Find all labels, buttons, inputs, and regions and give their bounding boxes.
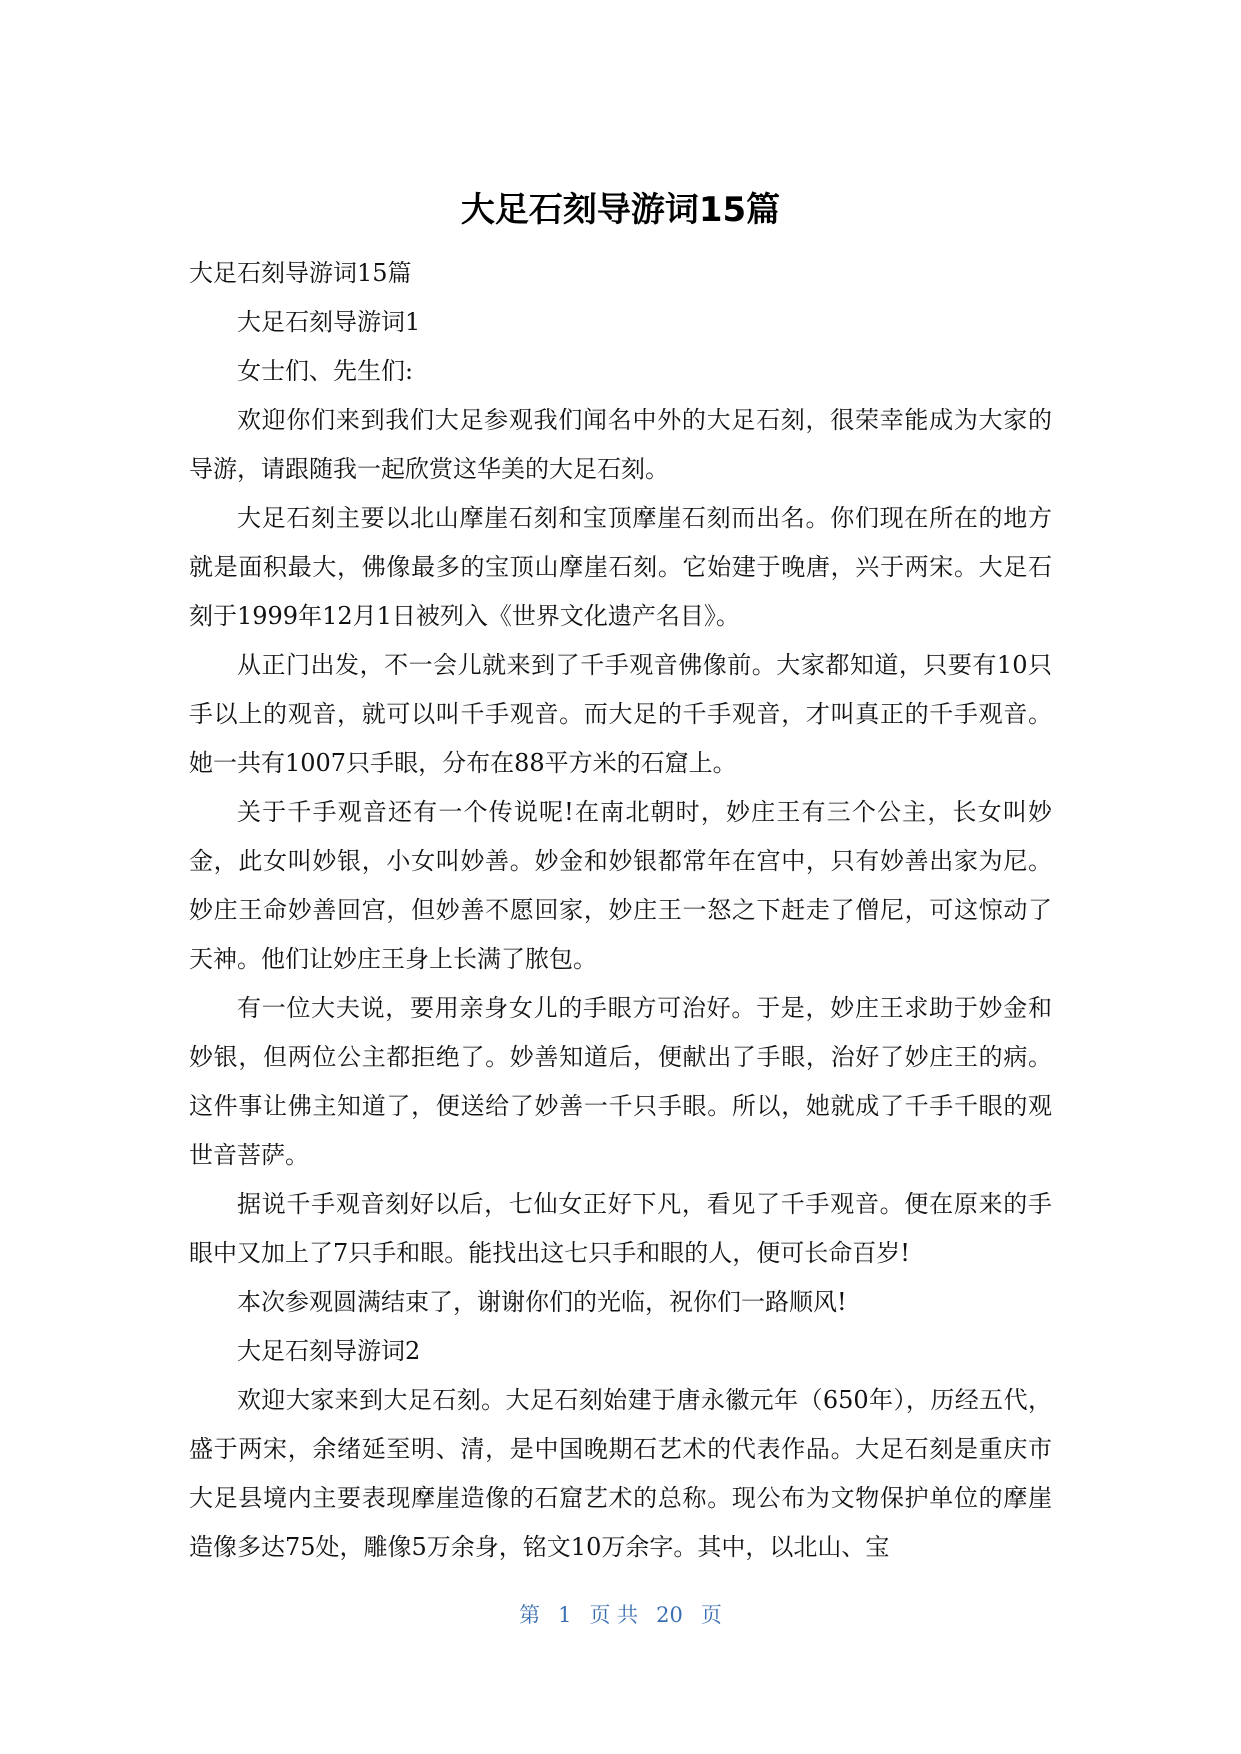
document-title: 大足石刻导游词15篇 (460, 190, 781, 230)
body-paragraph: 欢迎大家来到大足石刻。大足石刻始建于唐永徽元年（650年），历经五代，盛于两宋，余绪延至明、清，是中国晚期石艺术的代表作品。大足石刻是重庆市大足县境内主要表现摩崖造像的石窟艺术的总称。现公布为文物保护单位的摩崖造像多达75处，雕像5万余身，铭文10万余字。其中，以北山、宝 (189, 1386, 1052, 1561)
body-paragraph: 欢迎你们来到我们大足参观我们闻名中外的大足石刻，很荣幸能成为大家的导游，请跟随我一起欣赏这华美的大足石刻。 (189, 406, 1052, 483)
footer-suffix: 页 (700, 1603, 722, 1627)
body-paragraph: 据说千手观音刻好以后，七仙女正好下凡，看见了千手观音。便在原来的手眼中又加上了7只手和眼。能找出这七只手和眼的人，便可长命百岁! (189, 1190, 1052, 1267)
page-footer (0, 1600, 1241, 1630)
body-paragraph: 本次参观圆满结束了，谢谢你们的光临，祝你们一路顺风! (237, 1288, 847, 1316)
body-paragraph: 大足石刻导游词15篇 (189, 259, 412, 287)
body-paragraph: 大足石刻主要以北山摩崖石刻和宝顶摩崖石刻而出名。你们现在所在的地方就是面积最大，佛像最多的宝顶山摩崖石刻。它始建于晚唐，兴于两宋。大足石刻于1999年12月1日被列入《世界文化遗产名目》。 (189, 504, 1052, 630)
document-body (189, 249, 1052, 1572)
body-paragraph: 关于千手观音还有一个传说呢!在南北朝时，妙庄王有三个公主，长女叫妙金，此女叫妙银，小女叫妙善。妙金和妙银都常年在宫中，只有妙善出家为尼。妙庄王命妙善回宫，但妙善不愿回家，妙庄王一怒之下赶走了僧尼，可这惊动了天神。他们让妙庄王身上长满了脓包。 (189, 798, 1052, 973)
section-heading: 大足石刻导游词2 (237, 1337, 421, 1365)
section-heading: 大足石刻导游词1 (237, 308, 421, 336)
body-paragraph: 有一位大夫说，要用亲身女儿的手眼方可治好。于是，妙庄王求助于妙金和妙银，但两位公主都拒绝了。妙善知道后，便献出了手眼，治好了妙庄王的病。这件事让佛主知道了，便送给了妙善一千只手眼。所以，她就成了千手千眼的观世音菩萨。 (189, 994, 1052, 1169)
footer-middle: 页 共 (589, 1603, 639, 1627)
footer-current-page: 1 (558, 1603, 572, 1627)
body-paragraph: 从正门出发，不一会儿就来到了千手观音佛像前。大家都知道，只要有10只手以上的观音，就可以叫千手观音。而大足的千手观音，才叫真正的千手观音。她一共有1007只手眼，分布在88平方米的石窟上。 (189, 651, 1052, 777)
body-paragraph: 女士们、先生们: (237, 357, 414, 385)
footer-prefix: 第 (519, 1603, 541, 1627)
footer-total-pages: 20 (656, 1603, 683, 1627)
